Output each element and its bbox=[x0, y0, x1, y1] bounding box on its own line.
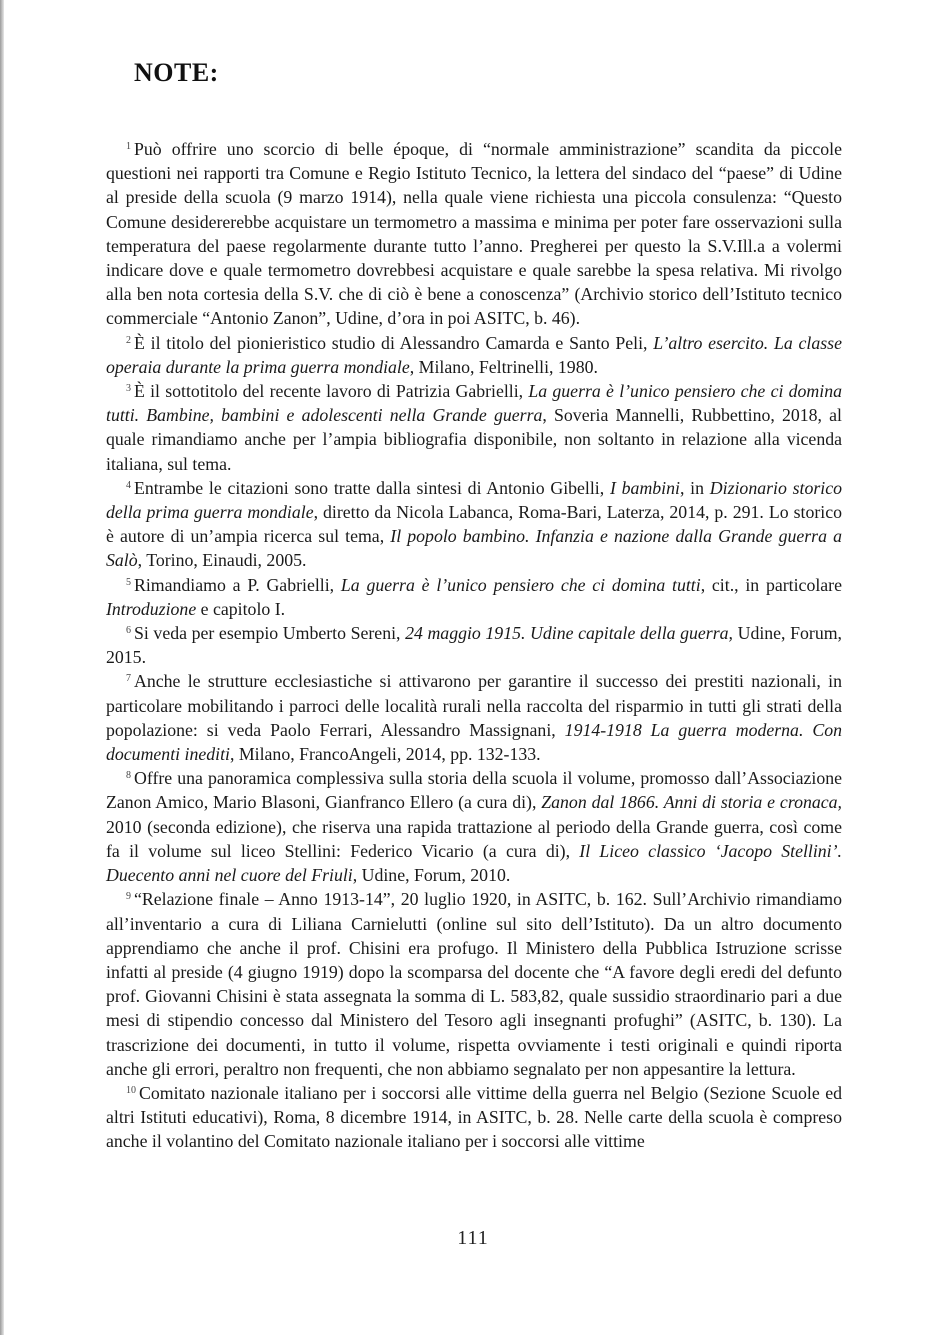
footnote bbox=[106, 573, 842, 621]
footnote bbox=[106, 331, 842, 379]
notes-heading: NOTE: bbox=[134, 58, 219, 87]
footnote-title: L’altro esercito. La classe operaia durante la prima guerra mondiale bbox=[106, 332, 842, 377]
footnote-title: Introduzione bbox=[106, 598, 197, 619]
footnote-text: Rimandiamo a P. Gabrielli, bbox=[134, 574, 341, 595]
footnote-title: Il popolo bambino. Infanzia e nazione dalla Grande guerra a Salò bbox=[106, 526, 842, 571]
footnote-number: 4 bbox=[126, 479, 131, 491]
page-number: 111 bbox=[457, 1227, 489, 1249]
footnote bbox=[106, 137, 842, 331]
footnote bbox=[106, 379, 842, 476]
footnote-number: 10 bbox=[126, 1084, 136, 1096]
footnote-text: , Soveria Mannelli, Rubbettino, 2018, al quale rimandiamo anche per l’ampia bibliografia disponibile, non soltanto in relazione alla vicenda italiana, sul tema. bbox=[106, 405, 842, 474]
footnote-text: È il titolo del pionieristico studio di Alessandro Camarda e Santo Peli, bbox=[134, 332, 654, 353]
footnote-text: Può offrire uno scorcio di belle époque, di “normale amministrazione” scandita da piccole questioni nei rapporti tra Comune e Regio Istituto Tecnico, la lettera del sindaco del “paese” di Udine al preside della scuola (9 marzo 1914), nella quale viene richiesta una piccola consulenza: “Questo Comune desidererebbe acquistare un termometro a massima e minima per poter fare osservazioni sulla temperatura del paese regolarmente durante tutto l’anno. Pregherei per questo la S.V.Ill.a a volermi indicare dove e quale termometro dovrebbesi acquistare e quale sarebbe la spesa relativa. Mi rivolgo alla ben nota cortesia della S.V. che di ciò è bene a conoscenza” (Archivio storico dell’Istituto tecnico commerciale “Antonio Zanon”, Udine, d’ora in poi ASITC, b. 46). bbox=[106, 139, 842, 329]
footnote bbox=[106, 887, 842, 1081]
footnote bbox=[106, 1081, 842, 1154]
footnote-text: Si veda per esempio Umberto Sereni, bbox=[134, 623, 406, 644]
footnote-title: Dizionario storico della prima guerra mondiale bbox=[106, 477, 843, 523]
footnote-text: 2010 (seconda edizione), che riserva una rapida trattazione al periodo della Grande guerra, così come fa il volume sul liceo Stellini: Federico Vicario (a cura di), bbox=[106, 816, 842, 861]
footnote-number: 2 bbox=[126, 334, 131, 346]
footnote bbox=[106, 621, 842, 669]
footnote-text: Offre una panoramica complessiva sulla storia della scuola il volume, promosso dall’Associazione Zanon Amico, Mario Blasoni, Gianfranco Ellero (a cura di), bbox=[106, 768, 842, 813]
footnote-title: La guerra è l’unico pensiero che ci domina tutti bbox=[340, 574, 701, 595]
footnote-title: La guerra è l’unico pensiero che ci domina tutti. Bambine, bambini e adolescenti nella Grande guerra bbox=[106, 381, 842, 426]
footnote-text: Udine, Forum, 2015. bbox=[106, 623, 842, 668]
footnote-title: 24 maggio 1915. Udine capitale della guerra, bbox=[405, 623, 733, 644]
footnote-text: , in bbox=[679, 477, 710, 498]
footnote-number: 8 bbox=[126, 770, 131, 782]
footnote-text: Comitato nazionale italiano per i soccorsi alle vittime della guerra nel Belgio (Sezione Scuole ed altri Istituti educativi), Roma, 8 dicembre 1914, in ASITC, b. 28. Nelle carte della scuola è compreso anche il volantino del Comitato nazionale italiano per i soccorsi alle vittime bbox=[106, 1082, 842, 1152]
page-edge bbox=[0, 0, 4, 1335]
footnote-title: 1914-1918 La guerra moderna. Con documenti inediti bbox=[106, 719, 842, 765]
footnote-text: e capitolo I. bbox=[196, 598, 286, 619]
footnote-text: , Milano, Feltrinelli, 1980. bbox=[409, 356, 598, 377]
footnote-number: 6 bbox=[126, 625, 131, 637]
footnote-title: Il Liceo classico ‘Jacopo Stellini’. Duecento anni nel cuore del Friuli bbox=[106, 840, 842, 886]
footnote-number: 1 bbox=[126, 141, 131, 152]
footnote-number: 3 bbox=[126, 383, 131, 395]
footnote bbox=[106, 669, 842, 766]
footnote bbox=[106, 766, 842, 887]
notes-section bbox=[106, 137, 842, 1154]
footnote-number: 5 bbox=[126, 576, 131, 588]
footnote-text: , Milano, FrancoAngeli, 2014, pp. 132-133. bbox=[229, 744, 541, 765]
footnote-text: È il sottotitolo del recente lavoro di Patrizia Gabrielli, bbox=[134, 381, 529, 402]
footnote bbox=[106, 476, 842, 573]
footnote-text: , diretto da Nicola Labanca, Roma-Bari, Laterza, 2014, p. 291. Lo storico è autore di un’ampia ricerca sul tema, bbox=[106, 502, 842, 547]
footnote-text: , Udine, Forum, 2010. bbox=[352, 865, 511, 886]
footnote-title: Zanon dal 1866. Anni di storia e cronaca, bbox=[541, 792, 842, 813]
footnote-text: , cit., in particolare bbox=[700, 574, 842, 595]
footnote-text: “Relazione finale – Anno 1913-14”, 20 luglio 1920, in ASITC, b. 162. Sull’Archivio rimandiamo all’inventario a cura di Liliana Carnielutti (online sul sito dell’Istituto). Da un altro documento apprendiamo che anche il prof. Chisini era profugo. Il Ministero della Pubblica Istruzione scrisse infatti al preside (4 giugno 1919) dopo la scomparsa del docente che “A favore degli eredi del defunto prof. Giovanni Chisini è stata assegnata la somma di L. 583,82, quale sussidio straordinario pari a due mesi di stipendio concesso dal Ministero del Tesoro agli insegnanti profughi” (ASITC, b. 130). La trascrizione dei documenti, in tutto il volume, rispetta ovviamente i testi originali e quindi riporta anche gli errori, peraltro non frequenti, che non abbiamo segnalato per non appesantire la lettura. bbox=[106, 889, 842, 1079]
footnote-text: Anche le strutture ecclesiastiche si attivarono per garantire il successo dei prestiti nazionali, in particolare mobilitando i parroci delle località rurali nella raccolta del risparmio in tutti gli strati della popolazione: si veda Paolo Ferrari, Alessandro Massignani, bbox=[106, 671, 842, 740]
footnote-number: 7 bbox=[126, 673, 131, 685]
footnote-title: I bambini bbox=[609, 477, 680, 498]
footnote-text: , Torino, Einaudi, 2005. bbox=[137, 550, 307, 571]
footnote-number: 9 bbox=[126, 891, 131, 903]
footnote-text: Entrambe le citazioni sono tratte dalla sintesi di Antonio Gibelli, bbox=[134, 477, 610, 498]
